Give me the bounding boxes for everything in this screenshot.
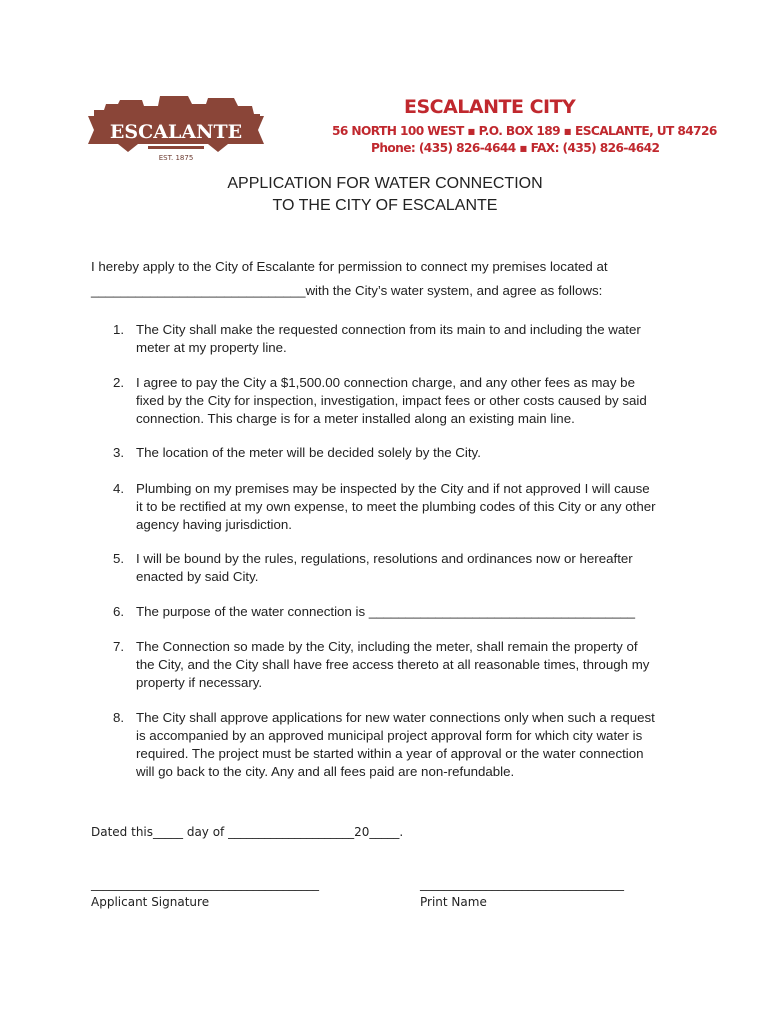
logo-est: EST. 1875 [158, 154, 194, 162]
city-name: ESCALANTE CITY [404, 96, 576, 118]
term-number: 5. [113, 551, 125, 566]
logo-text: ESCALANTE [109, 121, 243, 143]
term-line: agency having jurisdiction. [136, 517, 292, 532]
term-text [136, 480, 686, 534]
applicant-signature-line[interactable]: ______________________________________ [91, 877, 319, 891]
term-text [136, 321, 686, 357]
term-line: it to be rectified at my own expense, to meet the plumbing codes of this City or any other [136, 499, 656, 514]
print-name-label: Print Name [420, 895, 487, 909]
term-number: 2. [113, 375, 125, 390]
term-line: The Connection so made by the City, including the meter, shall remain the property of [136, 639, 638, 654]
intro-line-2: _____________________________with the City’s water system, and agree as follows: [91, 283, 603, 298]
term-line: The City shall make the requested connection from its main to and including the water [136, 322, 641, 337]
term-line: The City shall approve applications for new water connections only when such a request [136, 710, 655, 725]
intro-paragraph [91, 255, 651, 303]
term-line: The location of the meter will be decided solely by the City. [136, 445, 481, 460]
document-title-line1: APPLICATION FOR WATER CONNECTION [227, 175, 543, 192]
term-number: 1. [113, 322, 125, 337]
term-line: required. The project must be started within a year of approval or the water connection [136, 746, 644, 761]
term-line: fixed by the City for inspection, investigation, impact fees or other costs caused by said [136, 393, 647, 408]
term-text [136, 374, 686, 428]
print-name-line[interactable]: __________________________________ [420, 877, 624, 891]
applicant-signature-label: Applicant Signature [91, 895, 210, 909]
term-line: I will be bound by the rules, regulations, resolutions and ordinances now or hereafter [136, 551, 633, 566]
term-line: The purpose of the water connection is ____________________________________ [136, 604, 636, 619]
term-text [136, 550, 686, 586]
term-line: Plumbing on my premises may be inspected by the City and if not approved I will cause [136, 481, 650, 496]
term-line: I agree to pay the City a $1,500.00 connection charge, and any other fees as may be [136, 375, 635, 390]
term-line: the City, and the City shall have free access thereto at all reasonable times, through my [136, 657, 650, 672]
escalante-logo [88, 92, 264, 164]
term-number: 4. [113, 481, 125, 496]
city-address: 56 NORTH 100 WEST ▪ P.O. BOX 189 ▪ ESCALANTE, UT 84726 [332, 124, 717, 138]
term-number: 3. [113, 445, 125, 460]
document-title-line2: TO THE CITY OF ESCALANTE [272, 197, 498, 214]
term-number: 8. [113, 710, 125, 725]
term-line: property if necessary. [136, 675, 263, 690]
term-text [136, 709, 686, 781]
term-line: enacted by said City. [136, 569, 259, 584]
city-phone: Phone: (435) 826-4644 ▪ FAX: (435) 826-4642 [371, 141, 660, 155]
intro-line-1: I hereby apply to the City of Escalante for permission to connect my premises located at [91, 259, 608, 274]
term-line: connection. This charge is for a meter installed along an existing main line. [136, 411, 575, 426]
term-text [136, 444, 686, 462]
term-number: 7. [113, 639, 125, 654]
term-text [136, 603, 686, 621]
term-number: 6. [113, 604, 125, 619]
dated-line: Dated this_____ day of _____________________20_____. [91, 825, 404, 839]
term-text [136, 638, 686, 692]
term-line: is accompanied by an approved municipal project approval form for which city water is [136, 728, 643, 743]
term-line: meter at my property line. [136, 340, 287, 355]
term-line: will go back to the city. Any and all fees paid are non-refundable. [136, 764, 515, 779]
